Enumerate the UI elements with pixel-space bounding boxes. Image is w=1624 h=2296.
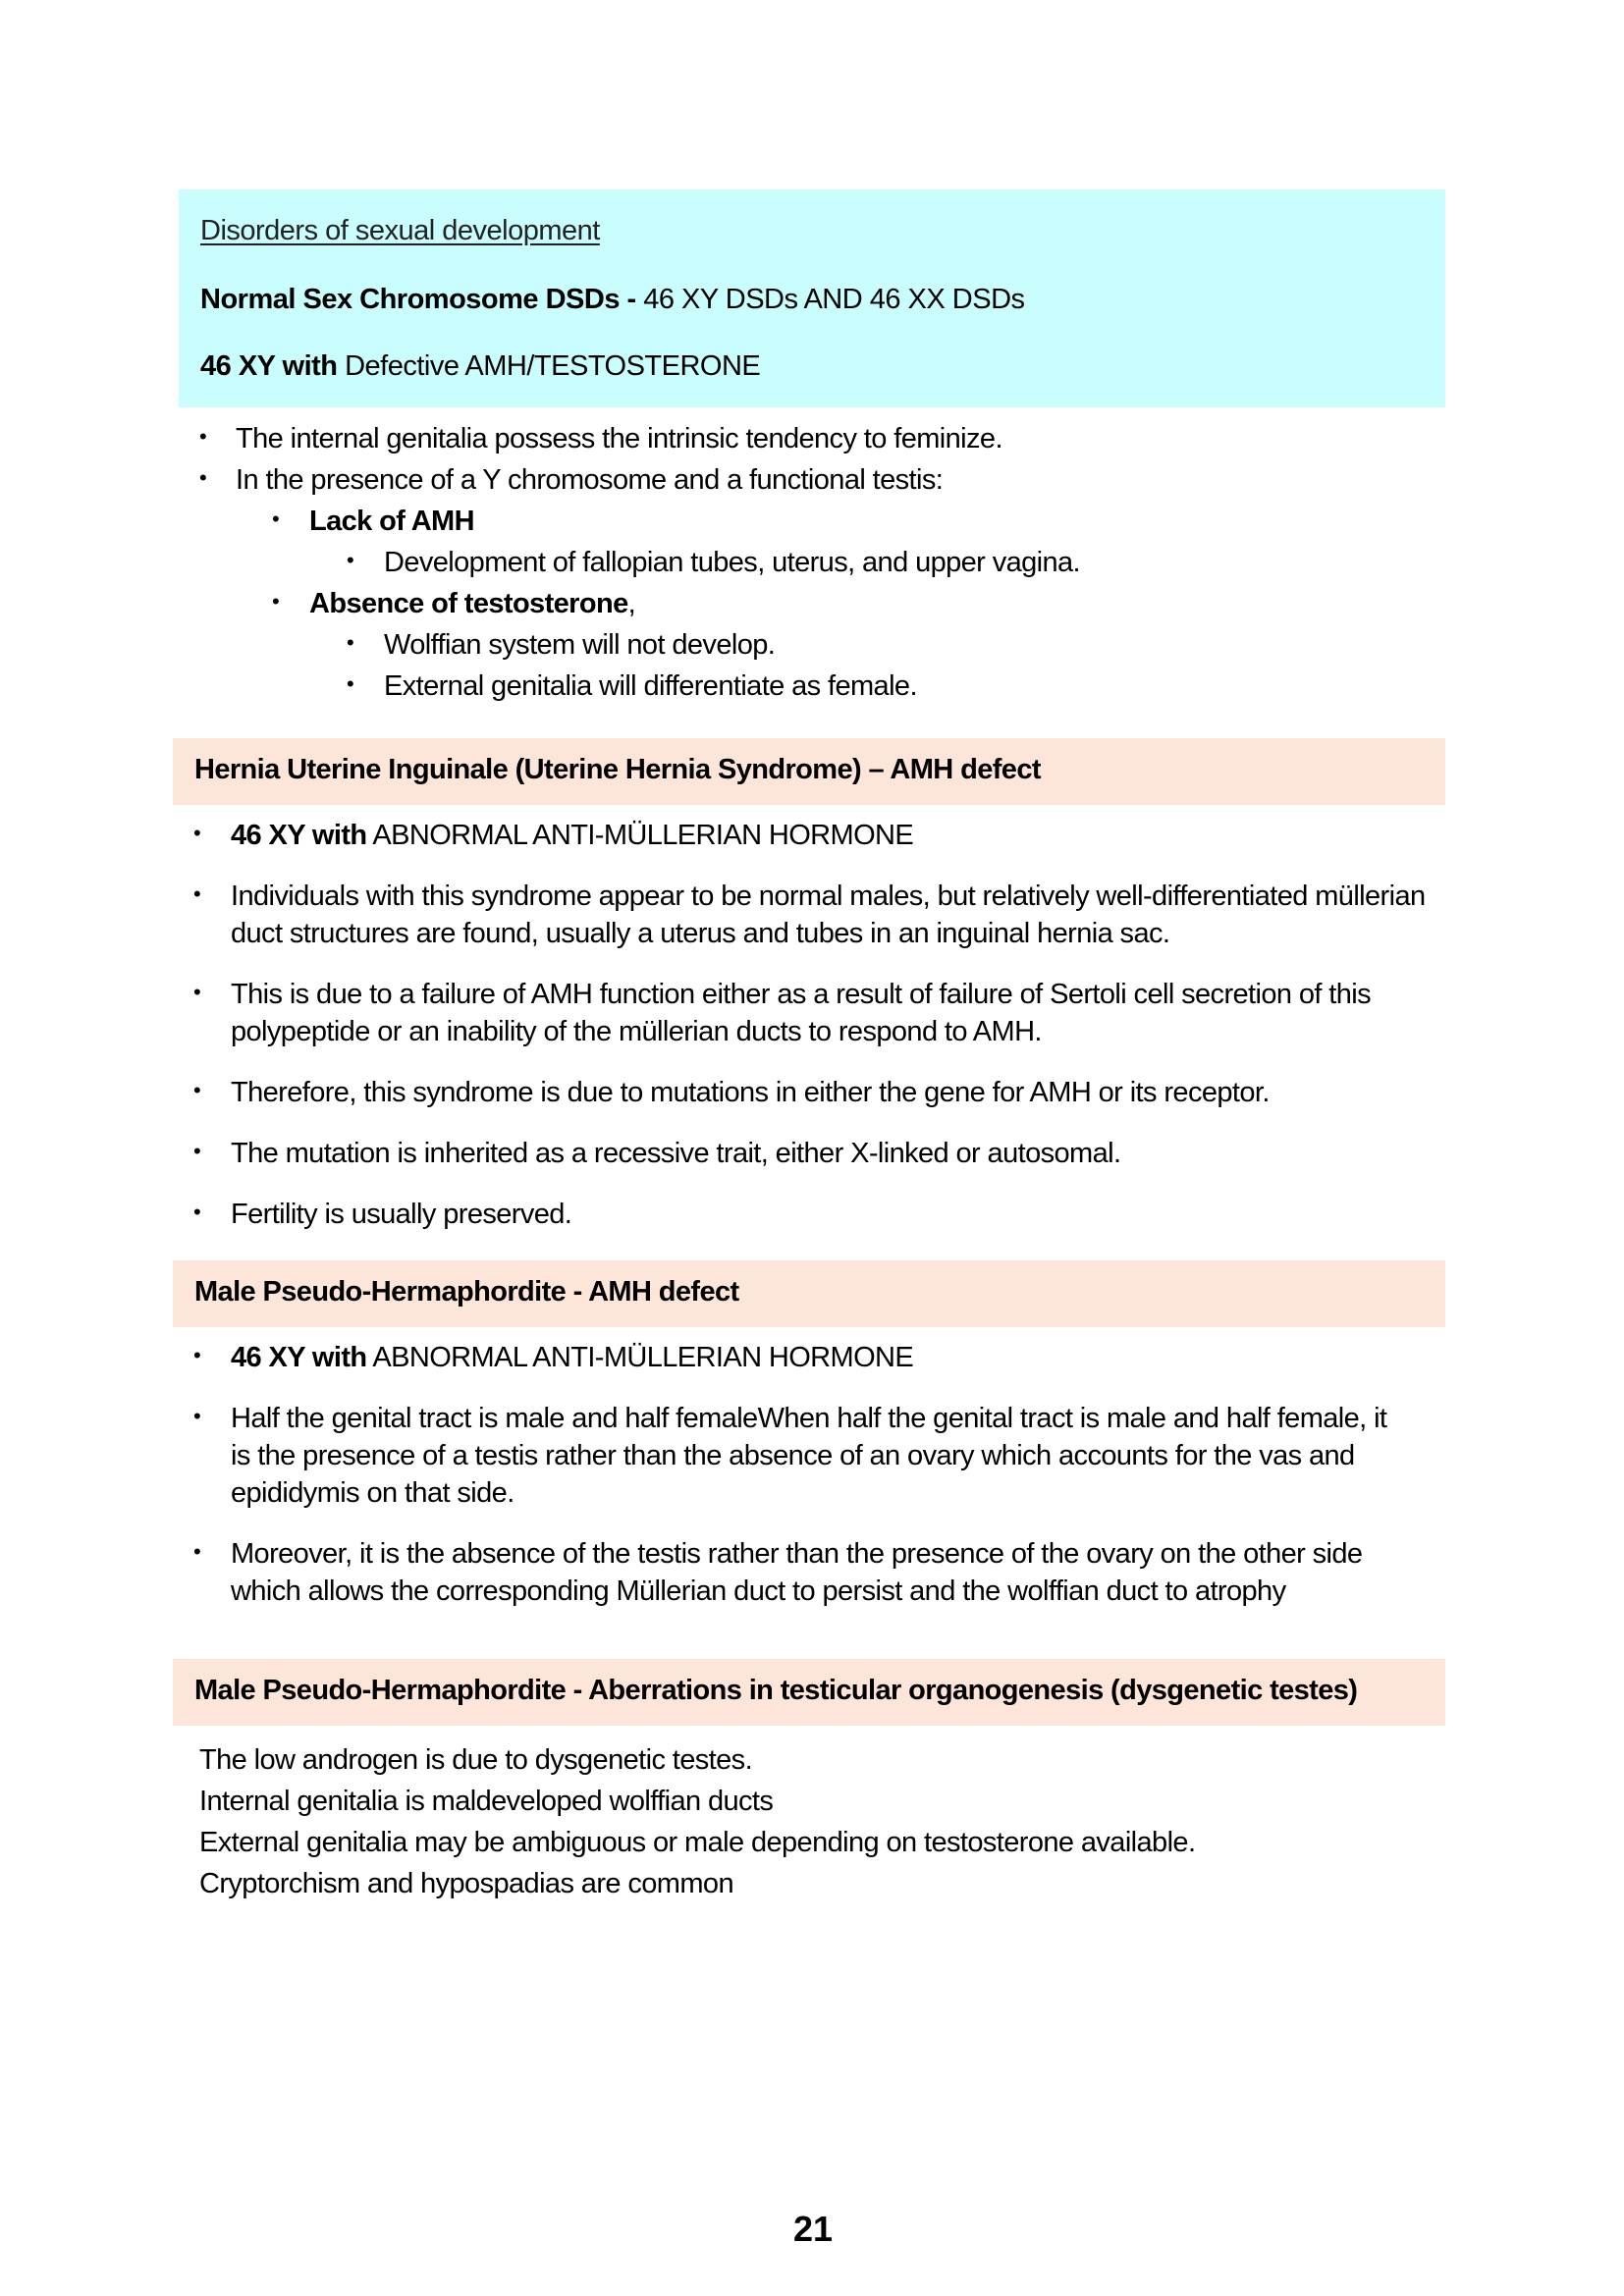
text-line: Internal genitalia is maldeveloped wolffian ducts — [199, 1786, 774, 1817]
list-item — [231, 1339, 913, 1376]
list-item: Therefore, this syndrome is due to mutations in either the gene for AMH or its receptor. — [231, 1077, 1270, 1108]
list-item: Development of fallopian tubes, uterus, and upper vagina. — [384, 547, 1081, 578]
list-item: Fertility is usually preserved. — [231, 1199, 572, 1230]
section-heading: Male Pseudo-Hermaphordite - AMH defect — [194, 1276, 739, 1308]
bullet-icon: • — [347, 671, 354, 696]
section-heading-box — [173, 738, 1445, 805]
chapter-header-box — [179, 189, 1445, 407]
bullet-icon: • — [272, 507, 280, 531]
item-rest: , — [627, 588, 636, 619]
bullet-icon: • — [193, 1200, 201, 1224]
bullet-icon: • — [272, 589, 280, 614]
bullet-icon: • — [193, 980, 201, 1004]
bullet-icon: • — [193, 1404, 201, 1428]
bullet-icon: • — [199, 424, 207, 449]
bullet-icon: • — [193, 1343, 201, 1367]
bullet-icon: • — [193, 1139, 201, 1163]
list-item — [231, 817, 913, 854]
subtitle-rest: 46 XY DSDs AND 46 XX DSDs — [635, 284, 1025, 315]
item-bold: Absence of testosterone — [309, 588, 628, 619]
chapter-subtitle — [200, 284, 1025, 316]
item-bold: 46 XY with — [231, 1342, 367, 1373]
section-heading-box — [173, 1260, 1445, 1327]
list-item: Half the genital tract is male and half femaleWhen half the genital tract is male and half female, it is the presence of a testis rather than the absence of an ovary which accounts for the vas and epididymis on that side. — [231, 1403, 1387, 1509]
item-rest: ABNORMAL ANTI-MÜLLERIAN HORMONE — [366, 1342, 914, 1373]
section-heading: Hernia Uterine Inguinale (Uterine Hernia Syndrome) – AMH defect — [194, 754, 1041, 785]
text-line: External genitalia may be ambiguous or male depending on testosterone available. — [199, 1827, 1196, 1858]
bullet-icon: • — [347, 630, 354, 655]
chapter-topic — [200, 350, 760, 383]
subtitle-bold: Normal Sex Chromosome DSDs - — [200, 284, 636, 315]
text-line: Cryptorchism and hypospadias are common — [199, 1868, 733, 1899]
bullet-icon: • — [199, 465, 207, 490]
topic-rest: Defective AMH/TESTOSTERONE — [337, 350, 761, 382]
list-item: The internal genitalia possess the intrinsic tendency to feminize. — [236, 423, 1002, 454]
section-heading: Male Pseudo-Hermaphordite - Aberrations in testicular organogenesis (dysgenetic testes) — [194, 1675, 1358, 1706]
list-item: Wolffian system will not develop. — [384, 629, 776, 661]
topic-bold: 46 XY with — [200, 350, 338, 382]
bullet-icon: • — [193, 1078, 201, 1102]
text-line: The low androgen is due to dysgenetic testes. — [199, 1744, 753, 1776]
list-item — [309, 585, 635, 622]
list-item: The mutation is inherited as a recessive trait, either X-linked or autosomal. — [231, 1138, 1121, 1169]
bullet-icon: • — [193, 1539, 201, 1564]
page-number: 21 — [793, 2209, 834, 2249]
list-item: Lack of AMH — [309, 506, 474, 537]
section-heading-box — [173, 1659, 1445, 1726]
item-rest: ABNORMAL ANTI-MÜLLERIAN HORMONE — [366, 820, 914, 851]
item-bold: 46 XY with — [231, 820, 367, 851]
chapter-title: Disorders of sexual development — [200, 215, 600, 246]
list-item: Individuals with this syndrome appear to be normal males, but relatively well-differentiated müllerian duct structures are found, usually a uterus and tubes in an inguinal hernia sac. — [231, 881, 1426, 949]
list-item: In the presence of a Y chromosome and a functional testis: — [236, 464, 944, 496]
list-item: External genitalia will differentiate as female. — [384, 670, 917, 702]
bullet-icon: • — [193, 881, 201, 906]
list-item: Moreover, it is the absence of the testis rather than the presence of the ovary on the other side which allows the corresponding Müllerian duct to persist and the wolffian duct to atrophy — [231, 1538, 1363, 1607]
bullet-icon: • — [193, 821, 201, 845]
list-item: This is due to a failure of AMH function either as a result of failure of Sertoli cell secretion of this polypeptide or an inability of the müllerian ducts to respond to AMH. — [231, 979, 1372, 1047]
bullet-icon: • — [347, 548, 354, 572]
